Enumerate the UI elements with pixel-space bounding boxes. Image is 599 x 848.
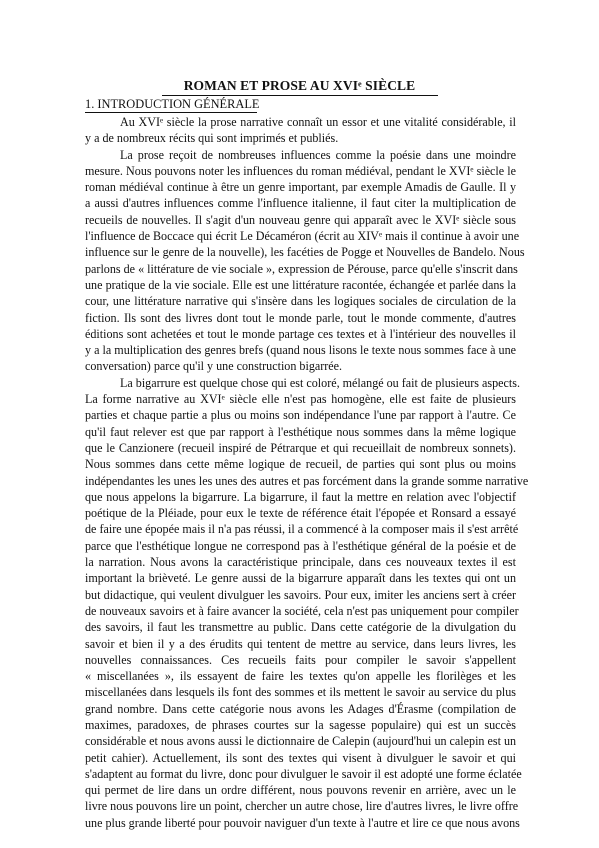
body-line: indépendantes les unes les unes des autres et pas forcément dans la grande somme narrative	[85, 473, 529, 488]
document-body	[85, 114, 529, 831]
body-line: une plus grande liberté pour pouvoir naviguer d'un texte à l'autre et lire ce que nous avons	[85, 815, 520, 830]
body-line: Nous sommes dans cette même logique de recueil, de parties qui sont plus ou moins	[85, 457, 516, 472]
body-line: qu'il faut relever est que par rapport à l'esthétique nous sommes dans la même logique	[85, 424, 516, 439]
body-line: considérable et nous avons aussi le dictionnaire de Calepin (aujourd'hui un calepin est un	[85, 734, 517, 749]
body-line: livre nous pouvons lire un point, chercher un autre chose, lire d'autres livres, le livre offre	[85, 799, 519, 814]
body-line: la narration. Nous avons la caractéristique principale, dans ces nouveaux textes il est	[85, 555, 516, 570]
body-line: y a de nombreux récits qui sont imprimés et publiés.	[85, 131, 339, 146]
section-heading-underline	[85, 112, 257, 113]
body-line: La prose reçoit de nombreuses influences comme la poésie dans une moindre	[120, 147, 516, 162]
body-line: miscellanées dans lesquels ils font des sommes et ils mettent le savoir au service du plus	[85, 685, 516, 700]
body-line: Au XVIᵉ siècle la prose narrative connaît un essor et une vitalité considérable, il	[120, 115, 516, 129]
body-line: poétique de la Pléiade, pour eux le texte de référence était l'épopée et Ronsard a essayé	[85, 506, 516, 521]
body-line: parlons de « littérature de vie sociale », expression de Pérouse, parce qu'elle s'inscrit dans	[85, 261, 518, 276]
body-line: s'adaptent au format du livre, donc pour divulguer le savoir il est adopté une forme éclatée	[85, 766, 522, 781]
body-line: grand nombre. Dans cette catégorie nous avons les Adages d'Érasme (compilation de	[85, 701, 516, 716]
body-line: but didactique, qui veulent divulguer les savoirs. Pour eux, imiter les anciens sert à créer	[85, 587, 516, 602]
body-line: que le Canzionere (recueil inspiré de Pétrarque et qui recueillait de nombreux sonnets).	[85, 440, 516, 455]
body-line: une pratique de la vie sociale. Elle est une littérature racontée, échangée et parlée dans la	[85, 277, 516, 292]
body-line: recueils de nouvelles. Il s'agit d'un nouveau genre qui apparaît avec le XVIᵉ siècle sous	[85, 212, 516, 227]
body-line: La forme narrative au XVIᵉ siècle elle n'est pas homogène, elle est faite de plusieurs	[85, 392, 516, 407]
body-line: cour, une littérature narrative qui s'insère dans les logiques sociales de circulation de la	[85, 294, 516, 309]
body-line: de faire une épopée mais il n'a pas réussi, il a commencé à la composer mais il s'est arrêté	[85, 522, 519, 537]
title-underline	[162, 95, 438, 96]
section-heading: 1. INTRODUCTION GÉNÉRALE	[85, 97, 260, 111]
body-line: mesure. Nous pouvons noter les influences du roman médiéval, pendant le XVIᵉ siècle le	[85, 163, 516, 178]
document-title: ROMAN ET PROSE AU XVIᵉ SIÈCLE	[183, 78, 416, 93]
body-line: des savoirs, il faut les transmettre au public. Dans cette catégorie de la divulgation du	[85, 620, 516, 635]
body-line: qui permet de lire dans un ordre différent, nous pouvons revenir en arrière, avec un le	[85, 783, 516, 798]
body-line: de nouveaux savoirs et à faire avancer la société, cela n'est pas uniquement pour compiler	[85, 603, 519, 618]
body-line: La bigarrure est quelque chose qui est coloré, mélangé ou fait de plusieurs aspects.	[120, 375, 520, 390]
body-line: important la brièveté. Le genre aussi de la bigarrure apparaît dans les textes qui ont un	[85, 571, 516, 586]
body-line: roman médiéval continue à être un genre important, par exemple Amadis de Gaulle. Il y	[85, 180, 516, 195]
body-line: « miscellanées », ils essayent de faire les textes qu'on appelle les florilèges et les	[85, 669, 516, 684]
body-line: fiction. Ils sont des livres dont tout le monde parle, tout le monde commente, d'autres	[85, 310, 516, 325]
body-line: parce que l'esthétique longue ne correspond pas à l'esthétique général de la poésie et de	[85, 538, 516, 553]
body-line: savoir et bien il y a des érudits qui tentent de mettre au service, dans leurs livres, les	[85, 636, 516, 651]
body-line: nouvelles connaissances. Ces recueils faits pour compiler le savoir s'appellent	[85, 652, 516, 667]
body-line: éditions sont achetées et tout le monde partage ces textes et à l'intérieur des nouvelles il	[85, 326, 516, 341]
body-line: parties et chaque partie a plus ou moins son indépendance l'une par rapport à l'autre. Ce	[85, 408, 516, 423]
body-line: influence sur le genre de la nouvelle), les facéties de Pogge et Nouvelles de Bandelo. Nous	[85, 245, 525, 260]
body-line: a aussi d'autres influences comme l'influence italienne, il faut citer la multiplication de	[85, 196, 516, 211]
body-line: que nous appelons la bigarrure. La bigarrure, il faut la mettre en relation avec l'objectif	[85, 489, 516, 504]
body-line: y a la multiplication des genres brefs (quand nous lisons le texte nous sommes face à une	[85, 343, 516, 358]
body-line: conversation) parce qu'il y une construction bigarrée.	[85, 359, 343, 374]
body-line: petit cahier). Actuellement, ils sont des textes qui visent à divulguer le savoir et qui	[85, 750, 516, 765]
body-line: maximes, paradoxes, de phrases courtes sur la sagesse populaire) qui est un succès	[85, 717, 516, 732]
body-line: l'influence de Boccace qui écrit Le Décaméron (écrit au XIVᵉ mais il continue à avoir une	[85, 229, 520, 244]
